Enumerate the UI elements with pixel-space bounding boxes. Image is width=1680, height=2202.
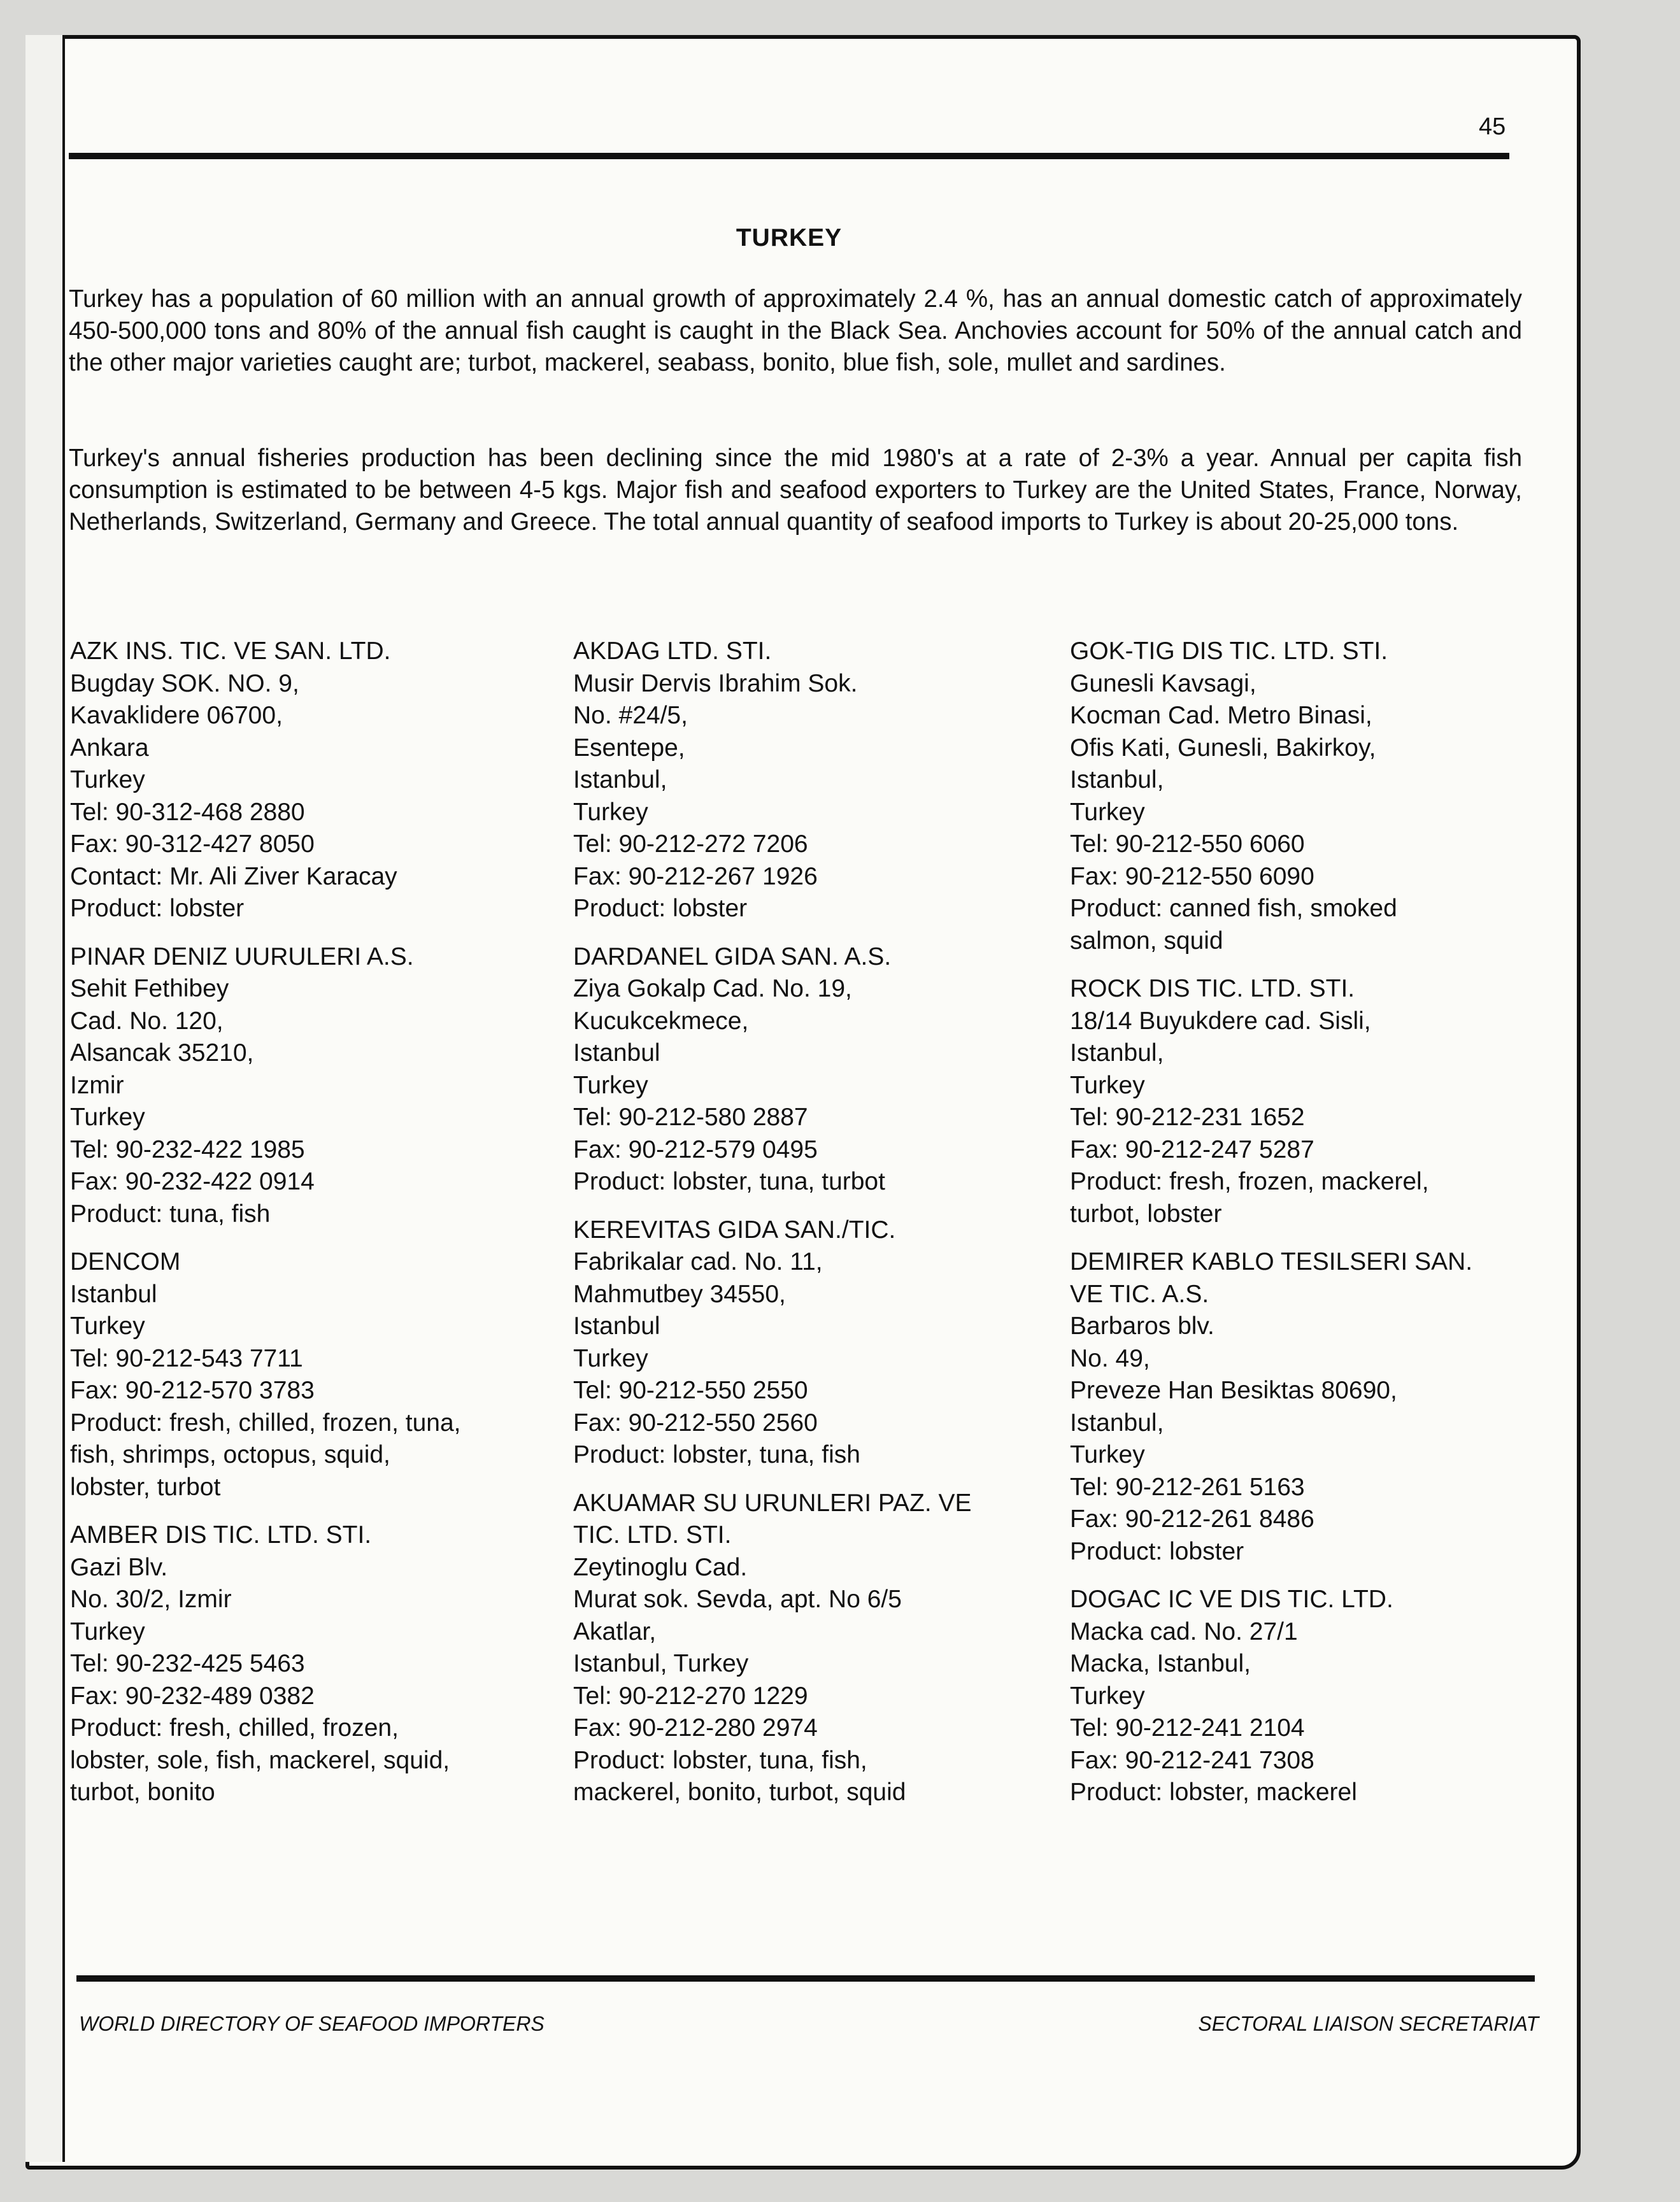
company-name: AKDAG LTD. STI. <box>573 637 772 665</box>
company-detail-line: Istanbul <box>573 1312 660 1340</box>
company-detail-line: Product: tuna, fish <box>70 1200 271 1228</box>
company-detail-line: Turkey <box>573 1344 648 1372</box>
company-detail-line: Istanbul, <box>573 766 667 793</box>
company-detail-line: Fax: 90-212-550 6090 <box>1070 862 1314 890</box>
company-detail-line: Turkey <box>573 798 648 826</box>
company-detail-line: fish, shrimps, octopus, squid, <box>70 1441 390 1468</box>
company-detail-line: turbot, lobster <box>1070 1200 1222 1228</box>
company-detail-line: Turkey <box>70 1104 145 1131</box>
company-detail-line: Product: lobster <box>1070 1537 1244 1565</box>
intro-paragraph-2: Turkey's annual fisheries production has been declining since the mid 1980's at a rate of 2-3% a year. Annual per capita fish consumption is estimated to be between 4-5 kgs. Major fish and seafood exporters to Turkey are the United States, France, Norway, Netherlands, Switzerland, Germany and Greece. The total annual quantity of seafood imports to Turkey is about 20-25,000 tons. <box>69 444 1522 536</box>
company-detail-line: Product: fresh, chilled, frozen, tuna, <box>70 1409 461 1437</box>
company-detail-line: Sehit Fethibey <box>70 975 229 1002</box>
page-number: 45 <box>1479 113 1506 140</box>
company-detail-line: Tel: 90-312-468 2880 <box>70 798 305 826</box>
company-entry <box>573 636 1044 925</box>
company-entry <box>573 1214 1044 1472</box>
company-name: GOK-TIG DIS TIC. LTD. STI. <box>1070 637 1388 665</box>
company-detail-line: Kocman Cad. Metro Binasi, <box>1070 702 1372 729</box>
company-detail-line: Product: lobster, tuna, turbot <box>573 1168 885 1195</box>
company-detail-line: No. #24/5, <box>573 702 688 729</box>
company-detail-line: Product: fresh, chilled, frozen, <box>70 1714 399 1742</box>
company-detail-line: Product: fresh, frozen, mackerel, <box>1070 1168 1429 1195</box>
company-name: DOGAC IC VE DIS TIC. LTD. <box>1070 1586 1393 1613</box>
company-detail-line: Mahmutbey 34550, <box>573 1280 786 1308</box>
company-detail-line: Fax: 90-212-579 0495 <box>573 1135 818 1163</box>
company-detail-line: Ziya Gokalp Cad. No. 19, <box>573 975 852 1002</box>
company-entry <box>1070 1246 1541 1568</box>
company-entry <box>70 1246 541 1503</box>
directory-column-3 <box>1070 636 1541 1825</box>
company-detail-line: Turkey <box>1070 1071 1145 1099</box>
company-detail-line: Istanbul, <box>1070 766 1164 793</box>
company-detail-line: Tel: 90-212-550 2550 <box>573 1377 808 1404</box>
company-entry <box>573 1488 1044 1809</box>
company-detail-line: Product: lobster, tuna, fish, <box>573 1746 867 1774</box>
company-detail-line: Izmir <box>70 1071 124 1099</box>
company-detail-line: No. 30/2, Izmir <box>70 1586 232 1613</box>
company-detail-line: Turkey <box>70 1312 145 1340</box>
company-name: AZK INS. TIC. VE SAN. LTD. <box>70 637 391 665</box>
company-name: PINAR DENIZ UURULERI A.S. <box>70 942 414 970</box>
company-detail-line: Gazi Blv. <box>70 1553 168 1581</box>
company-detail-line: Istanbul <box>573 1039 660 1067</box>
company-detail-line: Fax: 90-212-570 3783 <box>70 1377 315 1404</box>
company-detail-line: turbot, bonito <box>70 1779 215 1806</box>
company-detail-line: Istanbul, <box>1070 1409 1164 1437</box>
company-detail-line: Esentepe, <box>573 734 685 762</box>
company-detail-line: Istanbul, <box>1070 1039 1164 1067</box>
company-detail-line: Alsancak 35210, <box>70 1039 254 1067</box>
company-detail-line: Product: lobster, tuna, fish <box>573 1441 860 1468</box>
company-detail-line: Turkey <box>70 766 145 793</box>
company-detail-line: Macka, Istanbul, <box>1070 1650 1251 1677</box>
company-name: AKUAMAR SU URUNLERI PAZ. VE <box>573 1489 972 1517</box>
company-detail-line: lobster, sole, fish, mackerel, squid, <box>70 1746 450 1774</box>
company-detail-line: Musir Dervis Ibrahim Sok. <box>573 669 858 697</box>
company-detail-line: Murat sok. Sevda, apt. No 6/5 <box>573 1586 902 1613</box>
company-detail-line: Bugday SOK. NO. 9, <box>70 669 299 697</box>
binding-spine <box>25 35 65 2162</box>
company-detail-line: Tel: 90-212-261 5163 <box>1070 1473 1305 1501</box>
company-detail-line: Akatlar, <box>573 1617 657 1645</box>
company-detail-line: Fax: 90-212-247 5287 <box>1070 1135 1314 1163</box>
company-name: DENCOM <box>70 1248 181 1275</box>
company-name: DEMIRER KABLO TESILSERI SAN. <box>1070 1248 1473 1275</box>
company-detail-line: Tel: 90-212-272 7206 <box>573 830 808 858</box>
company-entry <box>70 941 541 1231</box>
company-detail-line: Macka cad. No. 27/1 <box>1070 1617 1298 1645</box>
company-name: DARDANEL GIDA SAN. A.S. <box>573 942 892 970</box>
company-detail-line: Fax: 90-212-261 8486 <box>1070 1505 1314 1533</box>
company-detail-line: Product: canned fish, smoked <box>1070 895 1397 922</box>
company-detail-line: Product: lobster <box>573 895 748 922</box>
company-detail-line: Turkey <box>573 1071 648 1099</box>
company-detail-line: Tel: 90-212-231 1652 <box>1070 1104 1305 1131</box>
company-entry <box>70 1519 541 1809</box>
company-detail-line: Tel: 90-212-543 7711 <box>70 1344 303 1372</box>
company-detail-line: Fabrikalar cad. No. 11, <box>573 1248 823 1275</box>
company-name: AMBER DIS TIC. LTD. STI. <box>70 1521 372 1549</box>
intro-paragraph-1: Turkey has a population of 60 million with an annual growth of approximately 2.4 %, has an annual domestic catch of approximately 450-500,000 tons and 80% of the annual fish caught is caught in the Black Sea. Anchovies account for 50% of the annual catch and the other major varieties caught are; turbot, mackerel, seabass, bonito, blue fish, sole, mullet and sardines. <box>69 285 1522 376</box>
company-detail-line: Product: lobster <box>70 895 245 922</box>
company-detail-line: Gunesli Kavsagi, <box>1070 669 1256 697</box>
company-detail-line: 18/14 Buyukdere cad. Sisli, <box>1070 1007 1371 1035</box>
company-detail-line: Tel: 90-232-425 5463 <box>70 1650 305 1677</box>
company-detail-line: Turkey <box>1070 1441 1145 1468</box>
company-detail-line: Istanbul, Turkey <box>573 1650 749 1677</box>
company-detail-line: Ankara <box>70 734 149 762</box>
company-detail-line: Fax: 90-212-550 2560 <box>573 1409 818 1437</box>
company-detail-line: Cad. No. 120, <box>70 1007 224 1035</box>
header-rule <box>69 153 1509 159</box>
company-detail-line: Zeytinoglu Cad. <box>573 1553 748 1581</box>
company-detail-line: Tel: 90-232-422 1985 <box>70 1135 305 1163</box>
company-detail-line: Fax: 90-212-241 7308 <box>1070 1746 1314 1774</box>
company-detail-line: Ofis Kati, Gunesli, Bakirkoy, <box>1070 734 1376 762</box>
company-detail-line: Fax: 90-232-489 0382 <box>70 1682 315 1710</box>
directory-column-2 <box>573 636 1044 1825</box>
footer-publication-title: WORLD DIRECTORY OF SEAFOOD IMPORTERS <box>79 2012 545 2035</box>
company-detail-line: Fax: 90-212-280 2974 <box>573 1714 818 1742</box>
company-detail-line: Product: lobster, mackerel <box>1070 1779 1357 1806</box>
company-entry <box>1070 973 1541 1230</box>
directory-column-1 <box>70 636 541 1825</box>
company-detail-line: Tel: 90-212-241 2104 <box>1070 1714 1305 1742</box>
company-detail-line: Contact: Mr. Ali Ziver Karacay <box>70 862 397 890</box>
company-entry <box>573 941 1044 1198</box>
company-entry <box>1070 1584 1541 1809</box>
company-detail-line: Tel: 90-212-580 2887 <box>573 1104 808 1131</box>
company-detail-line: Turkey <box>1070 798 1145 826</box>
page-title: TURKEY <box>736 224 843 252</box>
company-entry <box>70 636 541 925</box>
footer-publisher: SECTORAL LIAISON SECRETARIAT <box>1198 2012 1539 2035</box>
company-detail-line: Barbaros blv. <box>1070 1312 1214 1340</box>
company-name: ROCK DIS TIC. LTD. STI. <box>1070 975 1355 1002</box>
company-detail-line: No. 49, <box>1070 1344 1150 1372</box>
company-detail-line: Tel: 90-212-270 1229 <box>573 1682 808 1710</box>
company-detail-line: mackerel, bonito, turbot, squid <box>573 1779 906 1806</box>
company-detail-line: VE TIC. A.S. <box>1070 1280 1209 1308</box>
company-detail-line: Fax: 90-232-422 0914 <box>70 1168 315 1195</box>
company-detail-line: TIC. LTD. STI. <box>573 1521 732 1549</box>
company-detail-line: salmon, squid <box>1070 927 1223 955</box>
company-detail-line: Kucukcekmece, <box>573 1007 749 1035</box>
company-detail-line: Fax: 90-212-267 1926 <box>573 862 818 890</box>
company-detail-line: Preveze Han Besiktas 80690, <box>1070 1377 1397 1404</box>
company-detail-line: lobster, turbot <box>70 1473 221 1501</box>
company-detail-line: Turkey <box>70 1617 145 1645</box>
company-detail-line: Kavaklidere 06700, <box>70 702 283 729</box>
company-detail-line: Turkey <box>1070 1682 1145 1710</box>
company-entry <box>1070 636 1541 957</box>
company-detail-line: Tel: 90-212-550 6060 <box>1070 830 1305 858</box>
company-detail-line: Istanbul <box>70 1280 157 1308</box>
company-name: KEREVITAS GIDA SAN./TIC. <box>573 1216 896 1244</box>
footer-rule <box>76 1975 1535 1982</box>
company-detail-line: Fax: 90-312-427 8050 <box>70 830 315 858</box>
